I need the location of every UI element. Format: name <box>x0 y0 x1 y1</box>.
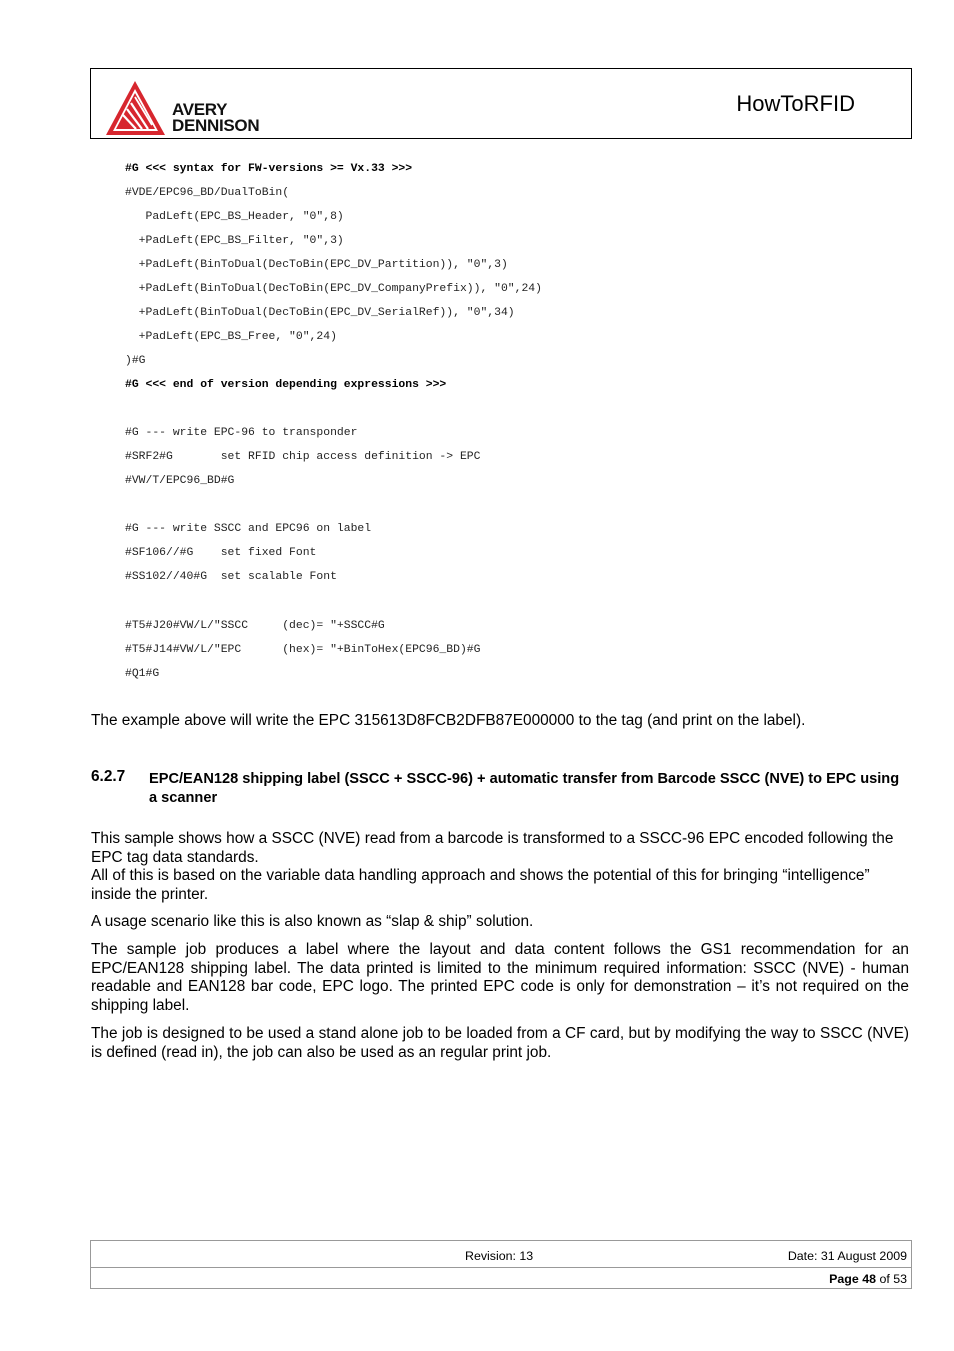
page-header <box>90 68 912 139</box>
code-line: #SF106//#G set fixed Font <box>125 547 317 559</box>
avery-dennison-logo-icon <box>106 79 168 137</box>
code-line: #G <<< end of version depending expressions >>> <box>125 379 447 391</box>
code-line: #SS102//40#G set scalable Font <box>125 571 337 583</box>
body-paragraph-3: A usage scenario like this is also known as “slap & ship” solution. <box>91 913 534 930</box>
section-heading: EPC/EAN128 shipping label (SSCC + SSCC-96) + automatic transfer from Barcode SSCC (NVE) to EPC using a scanner <box>149 771 900 806</box>
code-line: #T5#J20#VW/L/"SSCC (dec)= "+SSCC#G <box>125 620 385 632</box>
code-line: #G --- write EPC-96 to transponder <box>125 427 358 439</box>
document-title: HowToRFID <box>736 91 855 116</box>
code-line: +PadLeft(BinToDual(DecToBin(EPC_DV_SerialRef)), "0",34) <box>125 307 515 319</box>
date-label: Date: 31 August 2009 <box>787 1249 907 1263</box>
body-paragraph-5: The job is designed to be used a stand alone job to be loaded from a CF card, but by modifying the way to SSCC (NVE) is defined (read in), the job can also be used as an regular print job. <box>91 1025 909 1061</box>
code-line: +PadLeft(EPC_BS_Filter, "0",3) <box>125 235 344 247</box>
code-line: #Q1#G <box>125 668 160 680</box>
code-line: +PadLeft(BinToDual(DecToBin(EPC_DV_Partition)), "0",3) <box>125 259 508 271</box>
code-line: #G <<< syntax for FW-versions >= Vx.33 >>> <box>125 163 413 175</box>
footer-divider <box>91 1267 911 1268</box>
section-number: 6.2.7 <box>91 768 126 785</box>
body-paragraph-2: All of this is based on the variable data handling approach and shows the potential of this for bringing “intelligence” inside the printer. <box>91 867 870 903</box>
revision-label: Revision: 13 <box>465 1249 534 1263</box>
code-line: +PadLeft(BinToDual(DecToBin(EPC_DV_CompanyPrefix)), "0",24) <box>125 283 542 295</box>
logo-wordmark <box>172 102 259 134</box>
code-line: PadLeft(EPC_BS_Header, "0",8) <box>125 211 344 223</box>
body-paragraph-4: The sample job produces a label where the layout and data content follows the GS1 recommendation for an EPC/EAN128 shipping label. The data printed is limited to the minimum required information: SSCC (NVE) - human readable and EAN128 bar code, EPC logo. The printed EPC code is only for demonstration – it’s not required on the shipping label. <box>91 941 909 1014</box>
page-total: of 53 <box>879 1272 907 1286</box>
code-line: #VW/T/EPC96_BD#G <box>125 475 235 487</box>
code-line: #VDE/EPC96_BD/DualToBin( <box>125 187 290 199</box>
page-number-label <box>829 1272 907 1286</box>
logo-line-dennison: DENNISON <box>172 116 260 135</box>
code-line: #T5#J14#VW/L/"EPC (hex)= "+BinToHex(EPC96_BD)#G <box>125 644 481 656</box>
avery-dennison-logo <box>106 79 276 137</box>
code-line: )#G <box>125 355 146 367</box>
logo-line-avery: AVERY <box>172 100 228 119</box>
page-word: Page <box>829 1272 859 1286</box>
code-line: #G --- write SSCC and EPC96 on label <box>125 523 372 535</box>
code-line: #SRF2#G set RFID chip access definition -> EPC <box>125 451 481 463</box>
example-paragraph: The example above will write the EPC 315613D8FCB2DFB87E000000 to the tag (and print on the label). <box>91 712 806 729</box>
page-footer <box>90 1240 912 1289</box>
body-paragraph-1: This sample shows how a SSCC (NVE) read from a barcode is transformed to a SSCC-96 EPC encoded following the EPC tag data standards. <box>91 830 894 866</box>
code-line: +PadLeft(EPC_BS_Free, "0",24) <box>125 331 337 343</box>
page-number: 48 <box>862 1272 876 1286</box>
